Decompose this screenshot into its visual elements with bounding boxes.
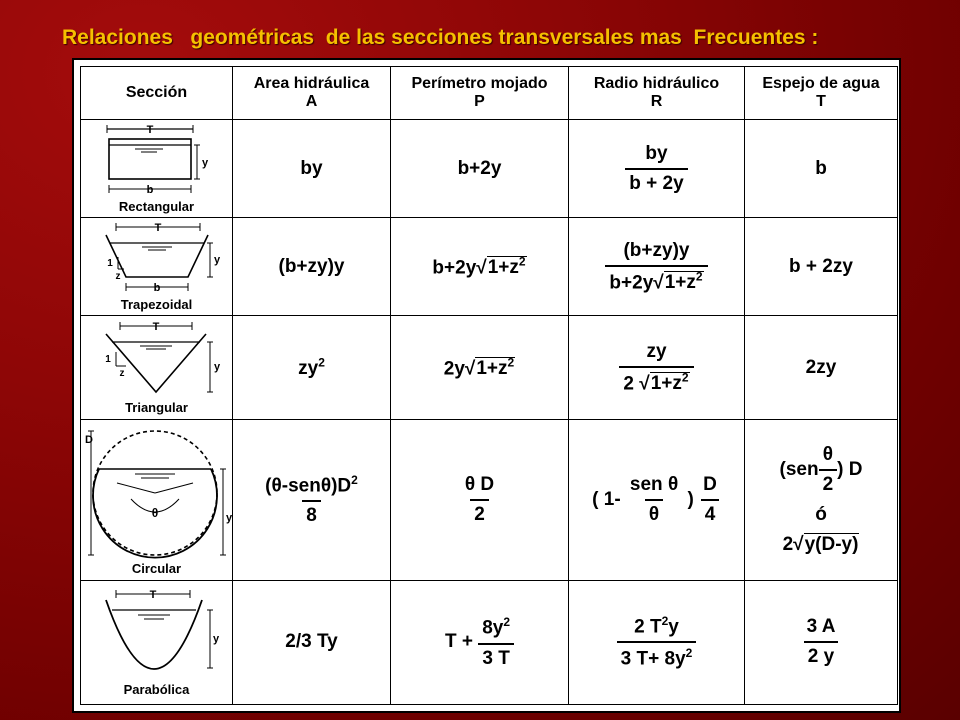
perimeter-cell: [391, 218, 569, 316]
section-cell: [81, 420, 233, 580]
label-y: y: [213, 254, 220, 267]
label-t: T: [154, 222, 161, 235]
area-formula: $\frac{(\theta-sen\theta)D^2}{8}$: [265, 472, 358, 527]
radius-denominator: $b+2y√1+z^2$: [605, 265, 707, 294]
label-z: z: [119, 368, 124, 380]
mirror-cell: [745, 420, 898, 580]
label-y: y: [201, 157, 208, 170]
section-cell: [81, 580, 233, 704]
label-t: T: [146, 124, 153, 137]
perimeter-cell: [391, 316, 569, 420]
table-row: [81, 420, 898, 580]
area-formula: by: [300, 157, 323, 179]
mirror-formula: $\frac{3 A}{2 y}$: [803, 616, 840, 668]
area-cell: [233, 218, 391, 316]
label-t: T: [152, 321, 159, 334]
section-name: Rectangular: [118, 199, 195, 215]
radius-cell: [569, 580, 745, 704]
perimeter-formula: b+2y: [457, 157, 502, 179]
section-name: Circular: [131, 560, 182, 576]
slide-title: Relaciones geométricas de las secciones transversales mas Frecuentes :: [62, 26, 819, 49]
circular-section-diagram: [83, 425, 231, 559]
section-cell: [81, 218, 233, 316]
rectangular-section-diagram: [97, 123, 217, 197]
triangular-section-diagram: [92, 320, 222, 398]
relations-table-panel: [72, 58, 901, 713]
perimeter-formula: $b+2y√1+z^2$: [432, 254, 526, 278]
section-cell: [81, 120, 233, 218]
radius-denominator: 2 $√1+z^2$: [619, 366, 693, 395]
radius-formula: ( 1- $\frac{\text{sen θ}}{\theta}$ ) $\frac{D}{4}$: [592, 489, 721, 510]
table-row: [81, 120, 898, 218]
radius-numerator: (b+zy)y: [623, 239, 690, 261]
area-cell: [233, 316, 391, 420]
header-area: Area hidráulica A: [233, 67, 391, 120]
perimeter-cell: [391, 580, 569, 704]
mirror-formula: 2zy: [805, 356, 837, 378]
label-theta: θ: [151, 505, 158, 520]
mirror-cell: [745, 120, 898, 218]
perimeter-cell: [391, 120, 569, 218]
table-row: [81, 218, 898, 316]
radius-formula: $\frac{2 T^2y}{3 T+ 8y^2}$: [617, 614, 697, 671]
mirror-cell: [745, 316, 898, 420]
label-z: z: [115, 271, 120, 283]
trapezoidal-section-diagram: [92, 221, 222, 295]
label-y: y: [225, 511, 232, 524]
area-formula: (b+zy)y: [278, 255, 345, 277]
radius-numerator: by: [645, 142, 668, 164]
label-d: D: [84, 433, 93, 446]
perimeter-formula: T + $\frac{8y^2}{3 T}$: [445, 631, 514, 652]
label-y: y: [213, 361, 220, 374]
parabolic-section-diagram: [94, 588, 220, 680]
section-name: Triangular: [125, 400, 188, 416]
perimeter-cell: [391, 420, 569, 580]
area-formula: $zy^2$: [298, 355, 325, 380]
radius-numerator: zy: [646, 340, 667, 362]
header-radius: Radio hidráulico R: [569, 67, 745, 120]
section-cell: [81, 316, 233, 420]
table-row: [81, 580, 898, 704]
mirror-cell: [745, 580, 898, 704]
header-mirror: Espejo de agua T: [745, 67, 898, 120]
relations-table: [80, 66, 898, 705]
header-perimeter: Perímetro mojado P: [391, 67, 569, 120]
label-one: 1: [106, 258, 113, 270]
radius-cell: [569, 316, 745, 420]
label-one: 1: [104, 354, 111, 366]
radius-formula: [625, 143, 687, 195]
label-b: b: [146, 184, 153, 197]
mirror-formula: b + 2zy: [789, 255, 853, 277]
section-name: Trapezoidal: [120, 297, 193, 313]
radius-cell: [569, 218, 745, 316]
area-cell: [233, 580, 391, 704]
area-cell: [233, 420, 391, 580]
perimeter-formula: $\frac{\text{θ D}}{2}$: [464, 474, 495, 526]
header-row: [81, 67, 898, 120]
label-t: T: [149, 588, 156, 601]
section-name: Parabólica: [123, 681, 190, 697]
radius-formula: [605, 240, 707, 294]
mirror-formula: b: [815, 157, 827, 179]
label-y: y: [212, 632, 219, 645]
radius-cell: [569, 420, 745, 580]
area-formula: 2/3 Ty: [285, 631, 338, 653]
header-section: Sección: [81, 67, 233, 120]
table-row: [81, 316, 898, 420]
area-cell: [233, 120, 391, 218]
radius-denominator: b + 2y: [625, 168, 687, 195]
perimeter-formula: $2y√1+z^2$: [443, 355, 515, 380]
radius-formula: [619, 341, 693, 395]
mirror-formula: (sen $\frac{\theta}{2}$ ) D ó 2√y(D-y): [779, 444, 863, 556]
radius-cell: [569, 120, 745, 218]
or-label: ó: [815, 504, 827, 526]
label-b: b: [153, 282, 160, 295]
mirror-cell: [745, 218, 898, 316]
